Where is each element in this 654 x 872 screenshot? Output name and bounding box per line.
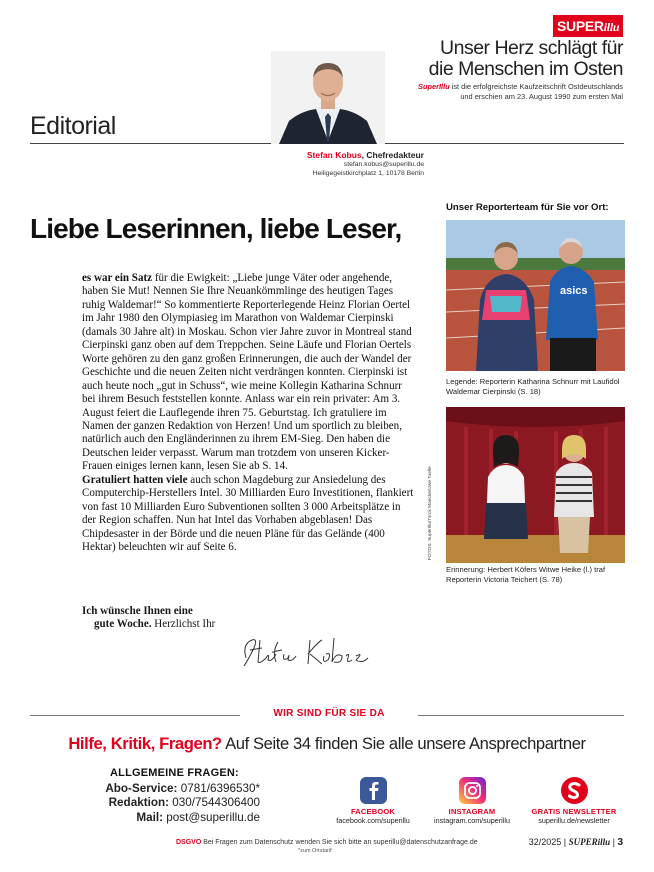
- instagram-icon: [459, 777, 486, 804]
- photo-caption-1: Legende: Reporterin Katharina Schnurr mit Laufidol Waldemar Cierpinski (S. 18): [446, 377, 620, 396]
- author-address: Heiligegeistkirchplatz 1, 10178 Berlin: [312, 170, 424, 177]
- photo-credit: FOTOS: SuperIllu/Torck Maecke/Uwe Toelle: [428, 466, 433, 560]
- redaktion-phone[interactable]: 030/7544306400: [169, 796, 260, 810]
- section-title: Editorial: [30, 112, 116, 140]
- ortstarif-note: *zum Ortstarif: [298, 848, 332, 854]
- abo-phone[interactable]: 0781/6396530*: [177, 782, 260, 795]
- asics-shirt-text: asics: [560, 285, 588, 297]
- superillu-s-icon: [561, 777, 588, 804]
- facebook-link[interactable]: FACEBOOK facebook.com/superillu: [323, 777, 423, 825]
- author-portrait: [271, 51, 385, 144]
- contact-email[interactable]: post@superillu.de: [163, 810, 260, 824]
- facebook-icon: [360, 777, 387, 804]
- contact-details: Abo-Service: 0781/6396530* Redaktion: 030/7544306400 Mail: post@superillu.de: [105, 782, 260, 824]
- photo-koefer: [446, 407, 625, 563]
- dsgvo-notice: DSGVO Bei Fragen zum Datenschutz wenden Sie sich bitte an superillu@datenschutzanfrage.de: [176, 839, 478, 846]
- masthead-subline: SuperIllu ist die erfolgreichste Kaufzeitschrift Ostdeutschlands und erschien am 23. August 1990 zum ersten Mal: [418, 82, 623, 101]
- help-line: Hilfe, Kritik, Fragen? Auf Seite 34 finden Sie alle unsere Ansprechpartner: [68, 734, 586, 753]
- photo-cierpinski: [446, 220, 625, 371]
- sign-off: Ich wünsche Ihnen eine gute Woche. Herzlichst Ihr: [82, 605, 216, 631]
- masthead-tagline: Unser Herz schlägt für die Menschen im Osten: [428, 37, 623, 80]
- author-info: Stefan Kobus, Chefredakteur stefan.kobus@superillu.de Heiligegeistkirchplatz 1, 10178 Berlin: [236, 150, 424, 178]
- reporter-team-title: Unser Reporterteam für Sie vor Ort:: [446, 202, 609, 213]
- instagram-link[interactable]: INSTAGRAM instagram.com/superillu: [422, 777, 522, 825]
- divider: [418, 715, 624, 716]
- headline: Liebe Leserinnen, liebe Leser,: [30, 213, 402, 244]
- author-email[interactable]: stefan.kobus@superillu.de: [343, 161, 424, 168]
- photo-caption-2: Erinnerung: Herbert Köfers Witwe Heike (l.) traf Reporterin Victoria Teichert (S. 78): [446, 565, 606, 584]
- handwritten-signature: [238, 628, 378, 672]
- superillu-logo: SUPERillu: [553, 15, 623, 37]
- contact-heading: WIR SIND FÜR SIE DA: [273, 708, 385, 719]
- newsletter-link[interactable]: GRATIS NEWSLETTER superillu.de/newsletter: [524, 777, 624, 825]
- page-folio: 32/2025 | SUPERillu | 3: [528, 837, 623, 848]
- page-number: 3: [617, 837, 623, 848]
- divider: [30, 715, 240, 716]
- author-name: Stefan Kobus: [306, 150, 362, 160]
- editorial-body: es war ein Satz für die Ewigkeit: „Liebe junge Väter oder angehende, haben Sie Mut! Nennen Sie Ihre Neuankömmlinge des heutigen Tages ruhig Waldemar!“ So kommentierte Reporterlegende Heinz Florian Oertel im Jahr 1980 den Olympiasieg im Marathon von Waldemar Cierpinski (damals 30 Jahre alt) in Moskau. Schon vier Jahre zuvor in Montreal stand Cierpinski ganz oben auf dem Treppchen. Seine Läufe und Florian Oertels Worte gehören zu den ganz großen Erinnerungen, die auch der Wandel der Geschichte und die neuen Zeiten nicht verdrängen konnten. Cierpinski ist auch heute noch „gut in Schuss“, wie meine Kollegin Katharina Schnurr bei ihrem Besuch feststellen konnte. Anlass war ein rein privater: Am 3. August feiert die Lauflegende ihren 75. Geburtstag. Ich gratuliere im Namen der ganzen Redaktion von Herzen! Und um sportlich zu bleiben, natürlich auch den Engländerinnen zu ihrem EM-Sieg. Den haben die Deutschen leider verpasst. Warum man trotzdem von unseren Kicker-Frauen einiges lernen kann, lesen Sie ab S. 14. Gratuliert hatten viele auch schon Magdeburg zur Ansiedelung des Computerchip-Herstellers Intel. 30 Milliarden Euro Investitionen, flankiert von fast 10 Milliarden Euro Subventionen sollten 3 000 Arbeitsplätze in der Region schaffen. Nun hat Intel das Vorhaben abgeblasen! Das Chipdesaster in der Börde und die neuen Pläne für das Gelände (400 Hektar) beleuchten wir auf Seite 6.: [82, 272, 414, 554]
- general-questions-title: ALLGEMEINE FRAGEN:: [110, 767, 239, 779]
